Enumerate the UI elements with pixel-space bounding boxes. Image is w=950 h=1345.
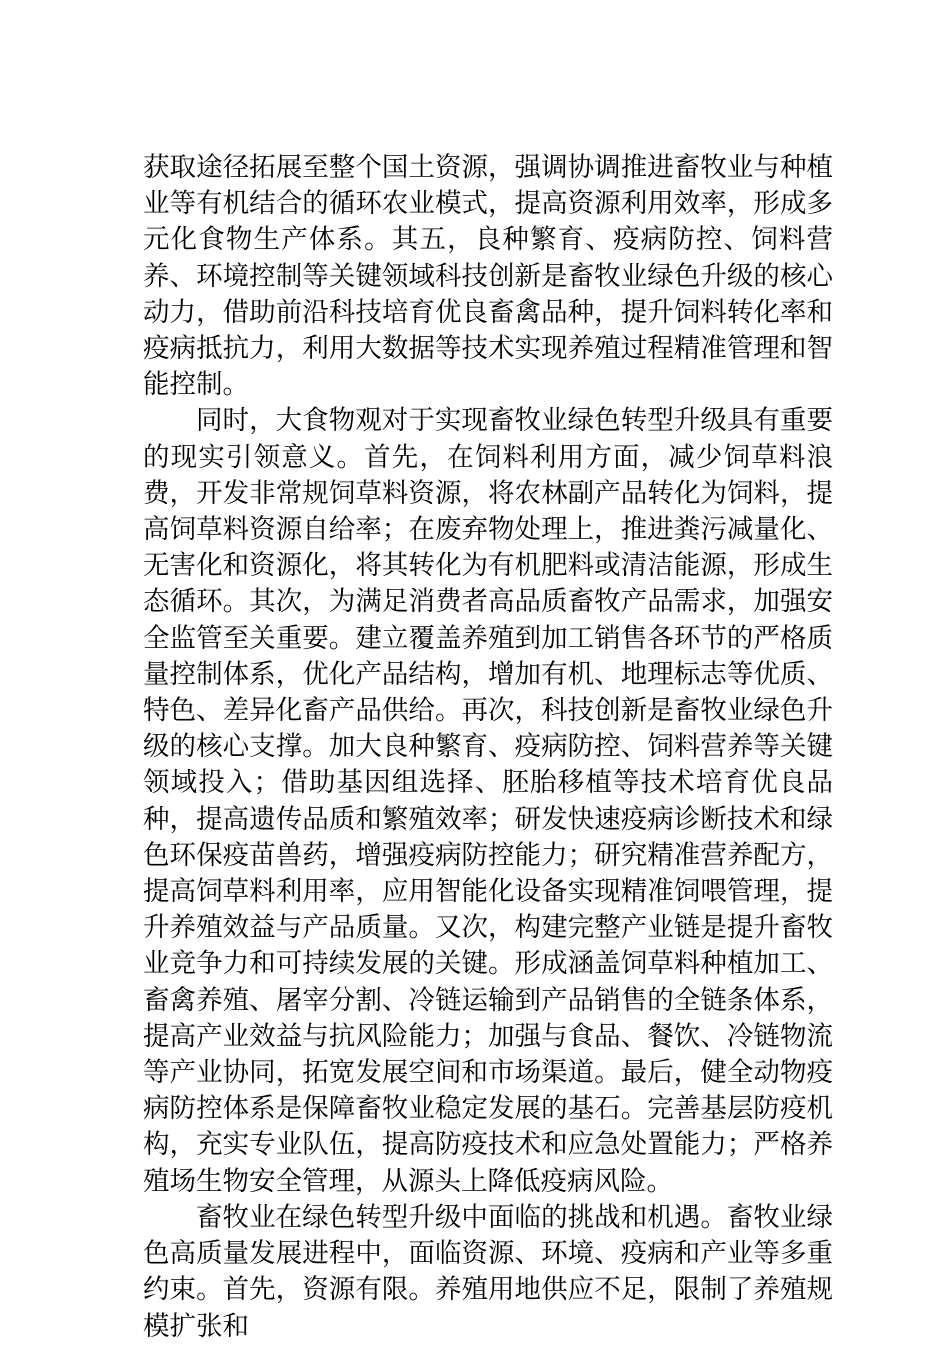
paragraph-2: 同时，大食物观对于实现畜牧业绿色转型升级具有重要的现实引领意义。首先，在饲料利用方面，减少饲草料浪费，开发非常规饲草料资源，将农林副产品转化为饲料，提高饲草料资源自给率；在废弃物处理上，推进粪污减量化、无害化和资源化，将其转化为有机肥料或清洁能源，形成生态循环。其次，为满足消费者高品质畜牧产品需求，加强安全监管至关重要。建立覆盖养殖到加工销售各环节的严格质量控制体系，优化产品结构，增加有机、地理标志等优质、特色、差异化畜产品供给。再次，科技创新是畜牧业绿色升级的核心支撑。加大良种繁育、疫病防控、饲料营养等关键领域投入；借助基因组选择、胚胎移植等技术培育优良品种，提高遗传品质和繁殖效率；研发快速疫病诊断技术和绿色环保疫苗兽药，增强疫病防控能力；研究精准营养配方，提高饲草料利用率，应用智能化设备实现精准饲喂管理，提升养殖效益与产品质量。又次，构建完整产业链是提升畜牧业竞争力和可持续发展的关键。形成涵盖饲草料种植加工、畜禽养殖、屠宰分割、冷链运输到产品销售的全链条体系，提高产业效益与抗风险能力；加强与食品、餐饮、冷链物流等产业协同，拓宽发展空间和市场渠道。最后，健全动物疫病防控体系是保障畜牧业稳定发展的基石。完善基层防疫机构，充实专业队伍，提高防疫技术和应急处置能力；严格养殖场生物安全管理，从源头上降低疫病风险。 — [143, 405, 833, 1197]
paragraph-3: 畜牧业在绿色转型升级中面临的挑战和机遇。畜牧业绿色高质量发展进程中，面临资源、环境、疫病和产业等多重约束。首先，资源有限。养殖用地供应不足，限制了养殖规模扩张和 — [143, 1201, 833, 1342]
paragraph-1: 获取途径拓展至整个国土资源，强调协调推进畜牧业与种植业等有机结合的循环农业模式，提高资源利用效率，形成多元化食物生产体系。其五，良种繁育、疫病防控、饲料营养、环境控制等关键领域科技创新是畜牧业绿色升级的核心动力，借助前沿科技培育优良畜禽品种，提升饲料转化率和疫病抵抗力，利用大数据等技术实现养殖过程精准管理和智能控制。 — [143, 152, 833, 401]
document-body — [143, 150, 833, 1345]
